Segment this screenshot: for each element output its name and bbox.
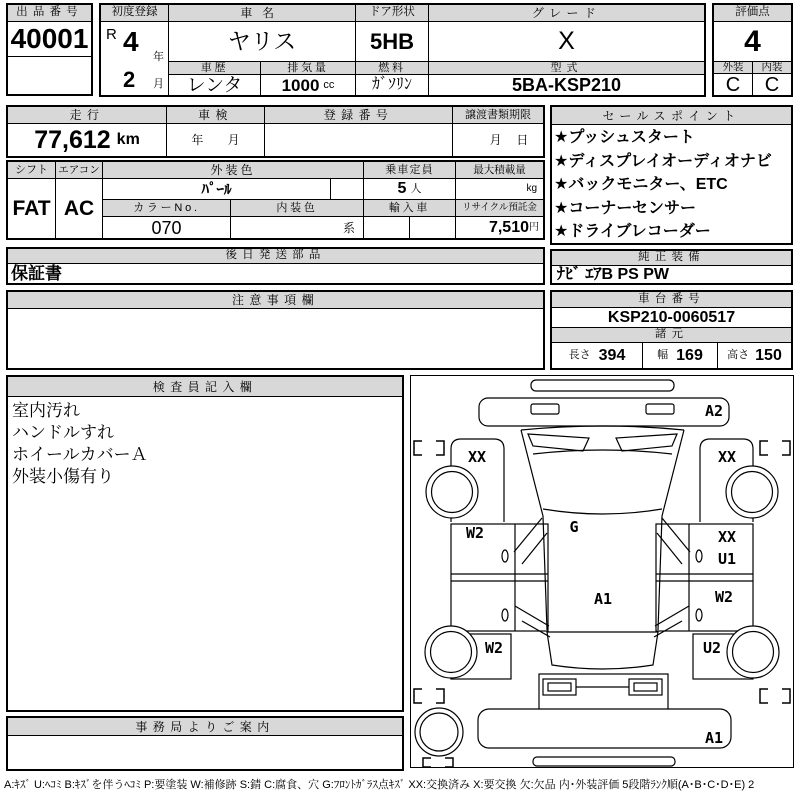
- damage-marker-u2-rr-quarter: U2: [702, 639, 722, 657]
- int-color-suffix: 系: [342, 220, 355, 235]
- max-load-header: 最大積載量: [455, 162, 543, 179]
- mileage-unit: km: [116, 131, 140, 148]
- door-shape-value: 5HB: [355, 22, 428, 61]
- later-parts-box: [6, 247, 545, 285]
- fr-door-handle-shape: [696, 550, 702, 562]
- chassis-header: 車台番号: [552, 292, 791, 308]
- max-load-cell: [455, 179, 543, 200]
- inspector-note: ハンドルすれ: [12, 423, 114, 442]
- rear-trim-shape: [533, 757, 675, 766]
- damage-diagram-box: [410, 375, 794, 768]
- sales-points-list: [552, 125, 791, 243]
- first-reg-month-unit: 月: [153, 78, 164, 90]
- sales-point-item: ★ディスプレイオーディオナビ: [554, 152, 772, 170]
- aircon-header: エアコン: [55, 162, 102, 179]
- hood-edge-shape: [521, 426, 684, 430]
- spec-height-value: 150: [755, 346, 782, 364]
- damage-marker-xx-fl-fender: XX: [467, 448, 487, 466]
- fl-door-handle-shape: [502, 550, 508, 562]
- rear-window-shape: [547, 632, 658, 669]
- reg-no-header: 登録番号: [264, 107, 452, 124]
- grade-header: グレード: [428, 5, 704, 22]
- front-trim-shape: [531, 380, 674, 391]
- shaken-cell: [166, 124, 264, 156]
- shaken-year-unit: 年: [191, 133, 204, 147]
- car-name-header: 車名: [168, 5, 355, 22]
- damage-marker-xx-fr-door: XX: [717, 528, 737, 546]
- int-color-cell: [230, 217, 363, 238]
- rear-bumper-shape: [478, 709, 731, 748]
- chassis-value: KSP210-0060517: [552, 308, 791, 328]
- office-info-header: 事務局よりご案内: [8, 718, 402, 736]
- specs-header: 諸元: [552, 328, 791, 343]
- capacity-cell: [363, 179, 455, 200]
- displacement-unit: cc: [323, 78, 335, 91]
- windshield-top-shape: [533, 450, 672, 454]
- door-shape-header: ドア形状: [355, 5, 428, 22]
- damage-marker-a1-rear-bumper: A1: [704, 729, 724, 747]
- import-car-cell-2: [409, 217, 455, 238]
- grade-value: X: [428, 22, 704, 61]
- wiper-right-shape: [616, 434, 677, 451]
- spare-tire-shape: [415, 708, 463, 756]
- damage-marker-a2-front-bumper: A2: [704, 402, 724, 420]
- shaken-month-unit: 月: [227, 133, 240, 147]
- spec-length-value: 394: [598, 346, 626, 364]
- spec-height-cell: [717, 343, 791, 368]
- rl-wheel-shape: [425, 626, 477, 678]
- office-info-empty: [8, 736, 402, 769]
- first-reg-year: 4: [123, 26, 139, 57]
- inspector-note: 外装小傷有り: [12, 467, 114, 486]
- auction-number-header: 出品番号: [8, 5, 91, 22]
- cautions-box: [6, 290, 545, 370]
- car-name-value: ヤリス: [168, 22, 355, 61]
- doc-deadline-month-unit: 月: [489, 133, 502, 147]
- first-reg-month-cell: [101, 65, 168, 95]
- first-reg-month: 2: [123, 67, 136, 92]
- max-load-unit: kg: [526, 183, 537, 194]
- damage-marker-w2-rr-door: W2: [714, 588, 734, 606]
- aircon-value: AC: [55, 179, 102, 238]
- auction-number-value: 40001: [8, 22, 91, 57]
- interior-grade-header: 内装: [752, 61, 791, 74]
- inspector-notes-area: [8, 397, 402, 710]
- damage-marker-a1-roof: A1: [593, 590, 613, 608]
- capacity-value: 5: [397, 180, 407, 197]
- spec-width-label: 幅: [657, 349, 669, 361]
- front-bumper-shape: [479, 398, 729, 426]
- inspector-note: 室内汚れ: [12, 401, 80, 420]
- windshield-bottom-shape: [543, 509, 662, 514]
- import-car-cell-1: [363, 217, 409, 238]
- later-parts-value: 保証書: [11, 264, 62, 283]
- history-header: 車歴: [168, 61, 260, 75]
- damage-code-legend: A:ｷｽﾞ U:ﾍｺﾐ B:ｷｽﾞを伴うﾍｺﾐ P:要塗装 W:補修跡 S:錆 C:腐食、穴 G:ﾌﾛﾝﾄｶﾞﾗｽ点ｷｽﾞ XX:交換済み X:要交換 欠:欠品 内･外装評価 5段階ﾗﾝｸ順(A･B･C･D･E) 2: [4, 779, 755, 791]
- shaken-header: 車検: [166, 107, 264, 124]
- import-car-header: 輸入車: [363, 200, 455, 217]
- damage-marker-u1-fr-door: U1: [717, 550, 737, 568]
- color-no-header: カラーNo.: [102, 200, 230, 217]
- recycle-unit: 円: [529, 221, 539, 233]
- spec-length-cell: [552, 343, 642, 368]
- doc-deadline-header: 譲渡書類期限: [452, 107, 543, 124]
- car-damage-diagram: [411, 376, 793, 767]
- fl-wheel-shape: [426, 466, 478, 518]
- score-box: [712, 3, 793, 97]
- mileage-row-box: [6, 105, 545, 158]
- equipment-row-box: [6, 160, 545, 240]
- vehicle-header-box: [99, 3, 706, 97]
- interior-grade-value: C: [752, 74, 791, 95]
- displacement-header: 排気量: [260, 61, 355, 75]
- auction-number-box: [6, 3, 93, 96]
- inspector-note: ホイールカバーＡ: [12, 445, 148, 464]
- ext-color-extra-cell: [330, 179, 363, 200]
- wiper-left-shape: [528, 434, 589, 451]
- history-value: レンタ: [168, 75, 260, 95]
- first-reg-header: 初度登録: [101, 5, 168, 22]
- ext-color-value: ﾊﾟｰﾙ: [102, 179, 330, 200]
- spec-width-value: 169: [676, 346, 703, 364]
- fuel-header: 燃料: [355, 61, 428, 75]
- damage-marker-w2-rl-quarter: W2: [484, 639, 504, 657]
- capacity-unit: 人: [410, 182, 422, 195]
- cautions-header: 注意事項欄: [8, 292, 543, 309]
- exterior-grade-header: 外装: [714, 61, 752, 74]
- first-reg-era: R: [106, 26, 117, 43]
- first-reg-year-unit: 年: [153, 51, 164, 63]
- sales-points-box: [550, 105, 793, 245]
- displacement-cell: [260, 75, 355, 95]
- damage-marker-g-windshield: G: [569, 518, 579, 536]
- rr-door-handle-shape: [696, 609, 702, 621]
- rl-door-handle-shape: [502, 609, 508, 621]
- later-parts-header: 後日発送部品: [8, 249, 543, 264]
- doc-deadline-cell: [452, 124, 543, 156]
- mileage-cell: [8, 124, 166, 156]
- int-color-header: 内装色: [230, 200, 363, 217]
- rr-wheel-shape: [727, 626, 779, 678]
- spec-length-label: 長さ: [568, 349, 591, 361]
- first-reg-year-cell: [101, 22, 168, 65]
- model-code-header: 型式: [428, 61, 704, 75]
- fuel-value: ｶﾞｿﾘﾝ: [355, 75, 428, 95]
- chassis-box: [550, 290, 793, 370]
- shift-value: FAT: [12, 197, 51, 220]
- model-code-value: 5BA-KSP210: [428, 75, 704, 95]
- oem-equipment-header: 純正装備: [552, 251, 791, 266]
- right-door-panel-shape: [656, 524, 753, 631]
- fr-wheel-shape: [726, 466, 778, 518]
- auction-number-empty-cell: [8, 57, 91, 94]
- oem-equipment-box: [550, 249, 793, 285]
- damage-marker-xx-fr-fender: XX: [717, 448, 737, 466]
- ext-color-header: 外装色: [102, 162, 363, 179]
- sales-point-item: ★バックモニター、ETC: [554, 176, 728, 193]
- reg-no-value: [264, 124, 452, 156]
- recycle-cell: [455, 217, 543, 238]
- exterior-grade-value: C: [725, 73, 741, 96]
- displacement-value: 1000: [281, 75, 320, 95]
- recycle-value: 7,510: [488, 218, 529, 236]
- mileage-header: 走行: [8, 107, 166, 124]
- cautions-empty: [8, 309, 543, 368]
- office-info-box: [6, 716, 404, 771]
- mileage-value: 77,612: [34, 125, 111, 154]
- inspector-notes-header: 検査員記入欄: [8, 377, 402, 397]
- recycle-header: リサイクル預託金: [455, 200, 543, 217]
- oem-equipment-value: ﾅﾋﾞ ｴｱB PS PW: [557, 265, 670, 283]
- inspector-notes-box: [6, 375, 404, 712]
- spec-height-label: 高さ: [727, 349, 750, 361]
- capacity-header: 乗車定員: [363, 162, 455, 179]
- color-no-value: 070: [102, 217, 230, 238]
- shift-header: シフト: [8, 162, 55, 179]
- spec-width-cell: [642, 343, 717, 368]
- score-value: 4: [744, 24, 761, 58]
- damage-marker-w2-fl-door: W2: [465, 524, 485, 542]
- sales-points-header: セールスポイント: [552, 107, 791, 125]
- doc-deadline-day-unit: 日: [516, 133, 529, 147]
- sales-point-item: ★プッシュスタート: [554, 129, 695, 146]
- sales-point-item: ★ドライブレコーダー: [554, 223, 711, 240]
- score-header: 評価点: [714, 5, 791, 22]
- sales-point-item: ★コーナーセンサー: [554, 199, 697, 217]
